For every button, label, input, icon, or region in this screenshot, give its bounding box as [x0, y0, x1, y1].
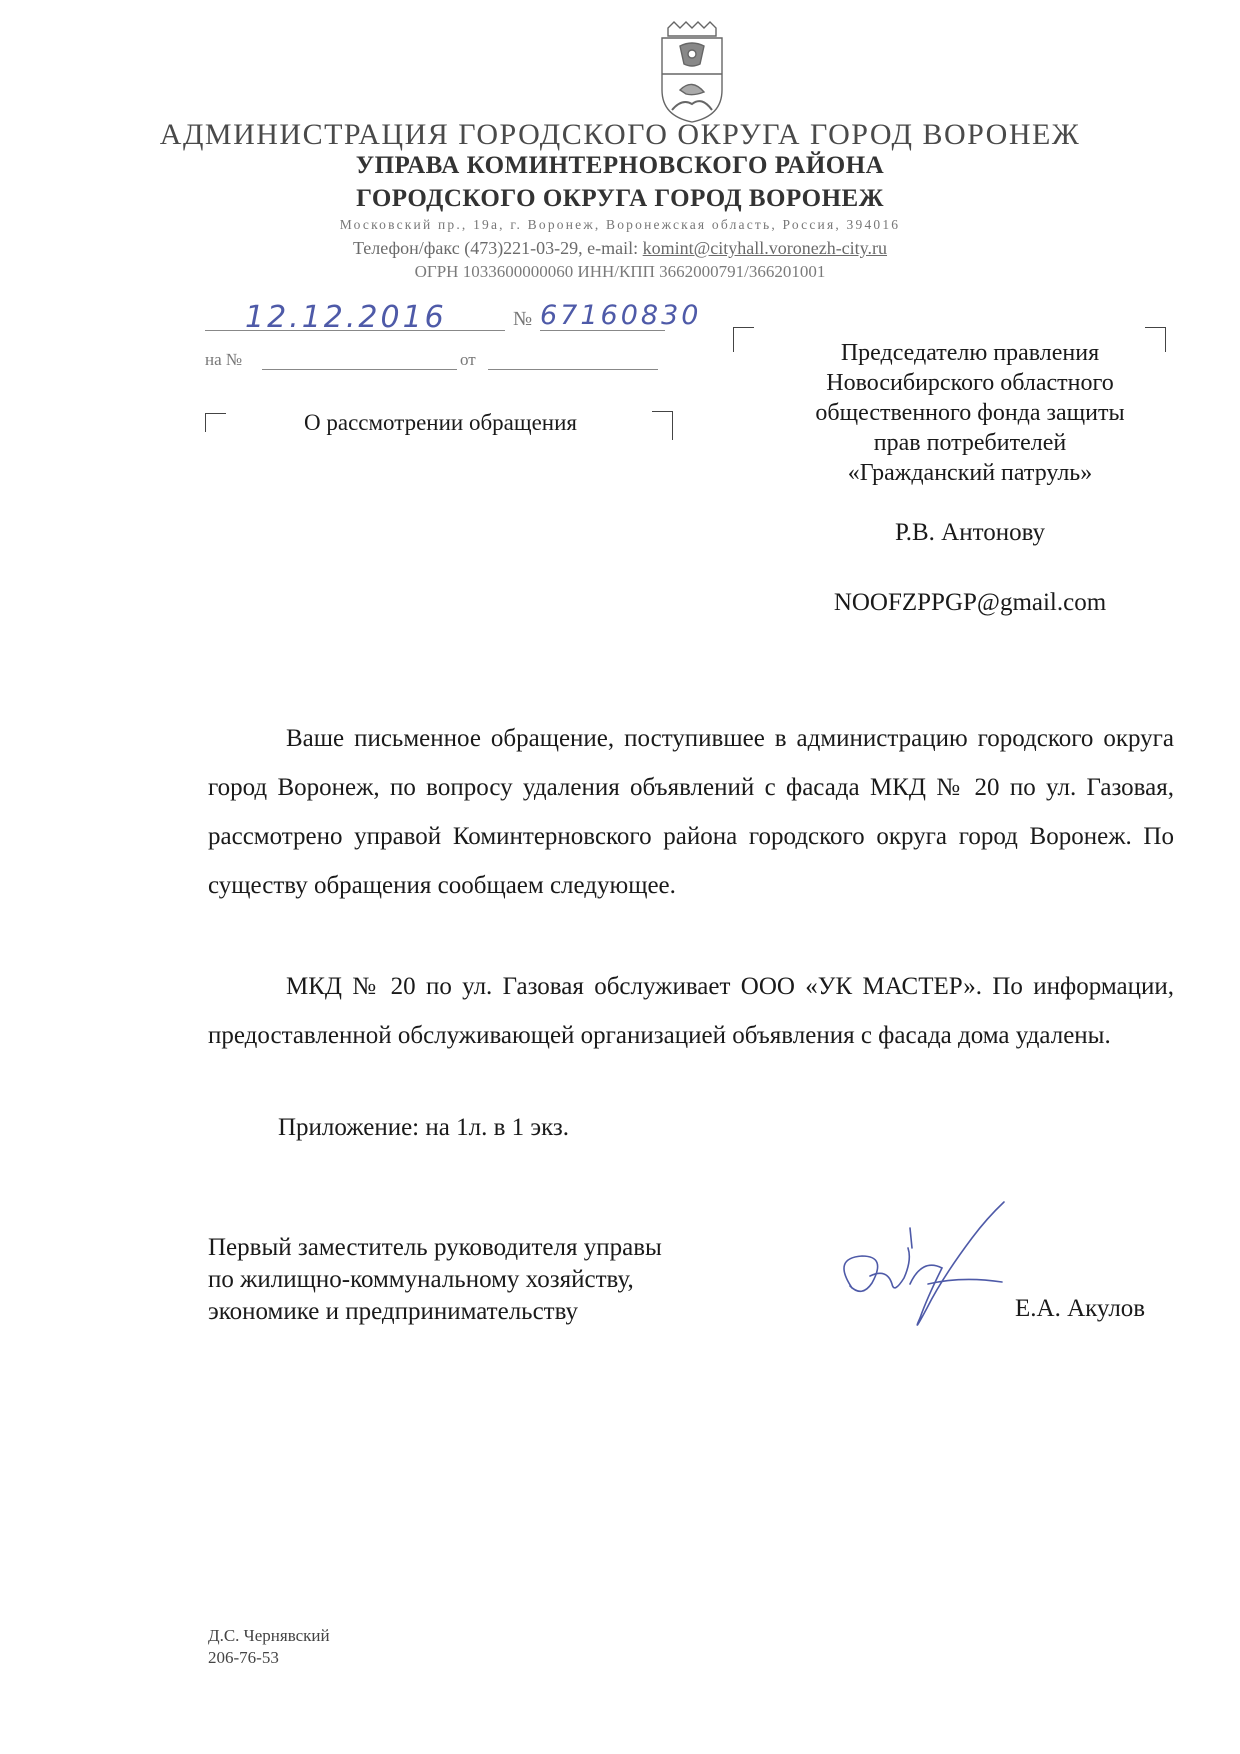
phone-line — [0, 238, 1240, 259]
ogrn-line: ОГРН 1033600000060 ИНН/КПП 3662000791/366201001 — [414, 262, 826, 281]
registration-date: 12.12.2016 — [245, 300, 447, 335]
recipient-line: Новосибирского областного — [826, 370, 1114, 396]
phone-prefix: Телефон/факс (473)221-03-29, e-mail: — [352, 238, 643, 258]
signer-position-line: экономике и предпринимательству — [208, 1298, 579, 1325]
signer-position-line: Первый заместитель руководителя управы — [208, 1234, 662, 1261]
subject-line: О рассмотрении обращения — [304, 410, 577, 435]
uprava-title-line2: ГОРОДСКОГО ОКРУГА ГОРОД ВОРОНЕЖ — [356, 185, 884, 212]
recipient-block — [760, 338, 1180, 618]
recipient-name: Р.В. Антонову — [894, 519, 1046, 546]
recipient-line: общественного фонда защиты — [815, 400, 1125, 426]
number-label: № — [513, 308, 533, 330]
recipient-line: прав потребителей — [873, 430, 1067, 456]
signer-position — [208, 1232, 662, 1328]
coat-of-arms-icon — [650, 20, 734, 124]
recipient-line: Председателю правления — [840, 340, 1100, 366]
ref-number-underline — [262, 369, 457, 370]
subject-bracket-right — [652, 411, 673, 440]
ref-number-label: на № — [205, 350, 243, 369]
uprava-title-line1: УПРАВА КОМИНТЕРНОВСКОГО РАЙОНА — [355, 152, 885, 179]
subject-bracket-left — [205, 413, 226, 432]
executor-name: Д.С. Чернявский — [208, 1626, 330, 1645]
handwritten-signature — [832, 1198, 1032, 1338]
body-paragraph-1: Ваше письменное обращение, поступившее в администрацию городского округа город Воронеж, по вопросу удаления объявлений с фасада МКД № 20 по ул. Газовая, рассмотрено управой Коминтерновского района городского округа город Воронеж. По существу обращения сообщаем следующее. — [208, 725, 1174, 899]
signer-position-line: по жилищно-коммунальному хозяйству, — [208, 1266, 634, 1293]
executor-block — [208, 1625, 330, 1669]
ref-from-underline — [488, 369, 658, 370]
recipient-email[interactable]: NOOFZPPGP@gmail.com — [833, 589, 1107, 616]
administration-title: АДМИНИСТРАЦИЯ ГОРОДСКОГО ОКРУГА ГОРОД ВОРОНЕЖ — [159, 118, 1081, 151]
registration-number: 67160830 — [540, 300, 702, 331]
signer-name: Е.А. Акулов — [1015, 1295, 1146, 1322]
header-email-link[interactable]: komint@cityhall.voronezh-city.ru — [642, 238, 888, 258]
ref-from-label: от — [460, 350, 476, 369]
recipient-line: «Гражданский патруль» — [847, 460, 1093, 486]
attachment-line: Приложение: на 1л. в 1 экз. — [278, 1114, 570, 1141]
executor-phone: 206-76-53 — [208, 1648, 279, 1667]
address-line: Московский пр., 19а, г. Воронеж, Воронежская область, Россия, 394016 — [339, 217, 901, 232]
body-paragraph-2: МКД № 20 по ул. Газовая обслуживает ООО «УК МАСТЕР». По информации, предоставленной обслуживающей организацией объявления с фасада дома удалены. — [208, 973, 1174, 1049]
recipient-bracket-left — [733, 327, 754, 352]
